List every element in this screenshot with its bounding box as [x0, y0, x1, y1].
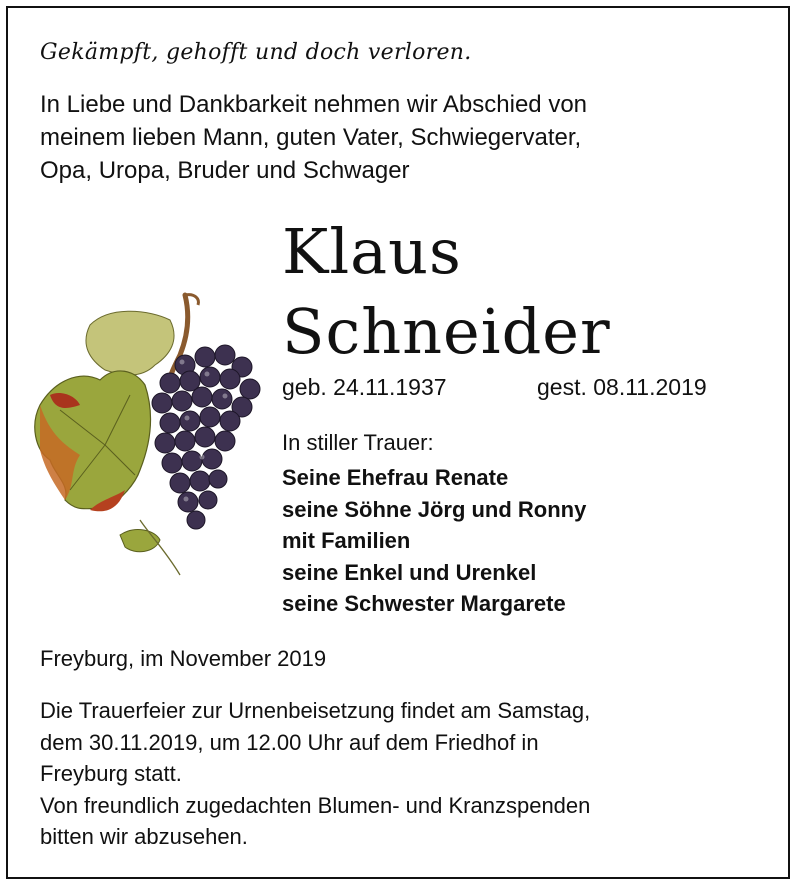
service-line: Freyburg statt.	[40, 761, 182, 786]
intro-text	[40, 88, 587, 187]
grape-cluster-icon	[20, 285, 270, 585]
deceased-first-name: Klaus	[282, 215, 462, 288]
service-line: dem 30.11.2019, um 12.00 Uhr auf dem Friedhof in	[40, 729, 539, 755]
intro-line: Opa, Uropa, Bruder und Schwager	[40, 157, 410, 184]
mourner-line: mit Familien	[282, 528, 411, 553]
mourner-line: seine Söhne Jörg und Ronny	[282, 496, 587, 522]
motto: Gekämpft, gehofft und doch verloren.	[40, 40, 472, 65]
mourner-line: seine Enkel und Urenkel	[282, 559, 537, 585]
service-line: Von freundlich zugedachten Blumen- und Kranzspenden	[40, 792, 591, 818]
death-date: gest. 08.11.2019	[537, 374, 707, 400]
deceased-last-name: Schneider	[282, 295, 611, 368]
mourner-line: Seine Ehefrau Renate	[282, 465, 509, 490]
intro-line: In Liebe und Dankbarkeit nehmen wir Abschied von	[40, 91, 588, 118]
service-info	[40, 695, 590, 853]
intro-line: meinem lieben Mann, guten Vater, Schwiegervater,	[40, 124, 582, 151]
place-date: Freyburg, im November 2019	[40, 646, 327, 671]
mourner-line: seine Schwester Margarete	[282, 591, 566, 616]
mourning-label: In stiller Trauer:	[282, 430, 434, 455]
birth-date: geb. 24.11.1937	[282, 374, 447, 400]
mourners-list	[282, 462, 586, 620]
service-line: bitten wir abzusehen.	[40, 824, 248, 849]
service-line: Die Trauerfeier zur Urnenbeisetzung findet am Samstag,	[40, 698, 591, 723]
